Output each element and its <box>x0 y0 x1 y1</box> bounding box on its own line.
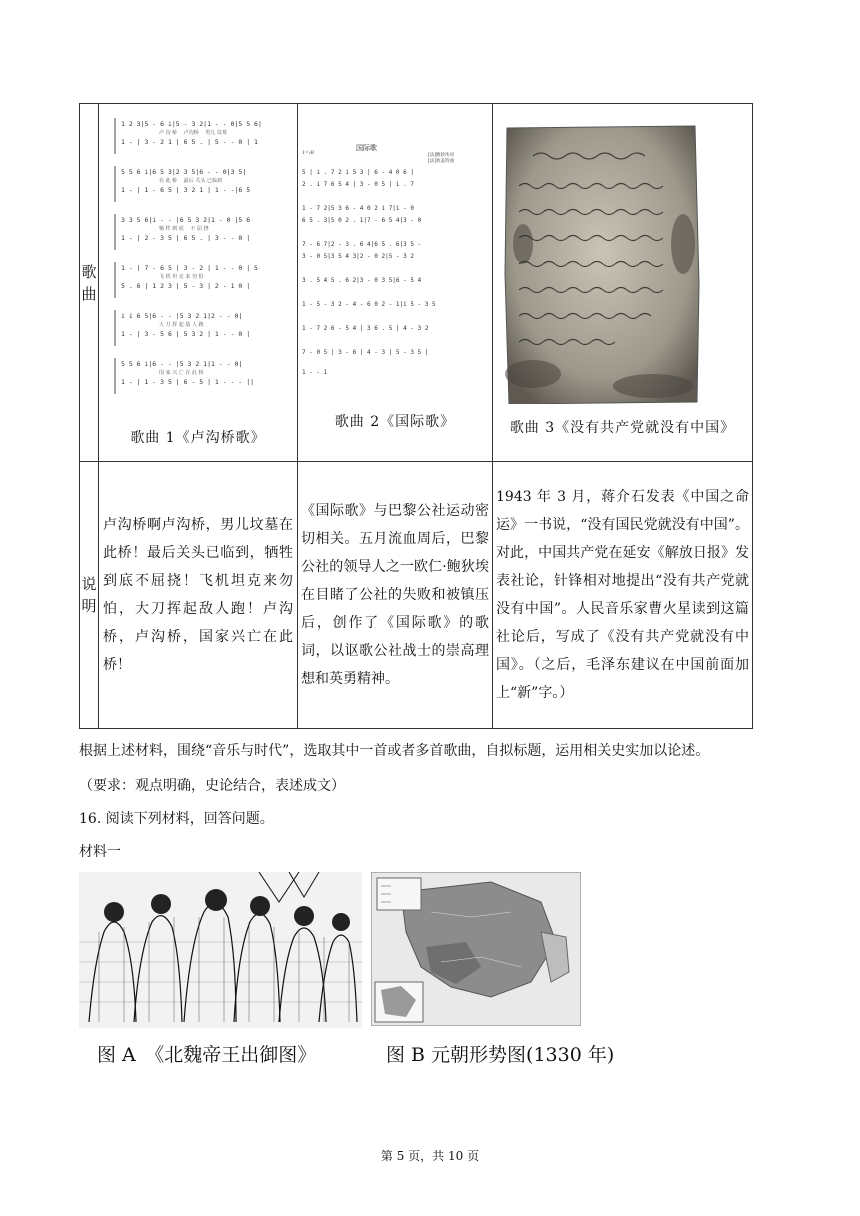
svg-text:3 - 0 5|3 5 4 3|2 - 0 2|5 - 3: 3 - 0 5|3 5 4 3|2 - 0 2|5 - 3 2 <box>302 253 414 260</box>
svg-text:1 - 7 2|5 3 6 - 4 0 2 i 7|i -: 1 - 7 2|5 3 6 - 4 0 2 i 7|i - 0 <box>302 205 414 212</box>
svg-text:大 刀 挥 起 敌 人 跑: 大 刀 挥 起 敌 人 跑 <box>159 322 204 328</box>
figure-b-caption: 图 B 元朝形势图(1330 年) <box>386 1044 615 1066</box>
song2-score-image <box>298 134 492 414</box>
song1-score-cell <box>99 104 298 462</box>
song2-notes-cell <box>298 462 493 729</box>
song1-notes: 卢沟桥啊卢沟桥，男儿坟墓在此桥！最后关头已临到，牺牲到底不屈挠！飞机坦克来勿怕，大刀挥起敌人跑！卢沟桥，卢沟桥，国家兴亡在此桥！ <box>103 517 293 673</box>
song3-notes: 1943 年 3 月，蒋介石发表《中国之命运》一书说，“没有国民党就没有中国”。对此，中国共产党在延安《解放日报》发表社论，针锋相对地提出“没有共产党就没有中国”。人民音乐家曹火星读到这篇社论后，写成了《没有共产党就没有中国》。（之后，毛泽东建议在中国前面加上“新”字。） <box>496 489 749 701</box>
svg-text:1 2 3|5 - 6 i|5 - 3 2|1 - - 0|: 1 2 3|5 - 6 i|5 - 3 2|1 - - 0|5 5 6| <box>121 120 262 128</box>
svg-text:卢 沟 桥 卢沟桥 男儿 坟墓: 卢 沟 桥 卢沟桥 男儿 坟墓 <box>159 130 227 136</box>
svg-text:1 - | 3 - 2 1 | 6 5 . | 5 - -: 1 - | 3 - 2 1 | 6 5 . | 5 - - 0 | 1 <box>121 138 258 146</box>
svg-text:3 . 5 4 5 . 6 2|3 - 0 3 5|6 -: 3 . 5 4 5 . 6 2|3 - 0 3 5|6 - 5 4 <box>302 277 422 284</box>
song1-score-image <box>109 110 307 430</box>
song2-caption: 歌曲 2《国际歌》 <box>334 414 456 430</box>
question15-requirement: （要求：观点明确，史论结合，表述成文） <box>79 778 345 794</box>
row-label-songs: 歌曲 <box>80 104 99 462</box>
svg-text:[法]鲍狄埃词: [法]鲍狄埃词 <box>428 153 455 158</box>
svg-text:3 3 5 6|i - - |6 5 3 2|1 - 0 |: 3 3 5 6|i - - |6 5 3 2|1 - 0 |5 6 <box>121 216 251 224</box>
song2-notes: 《国际歌》与巴黎公社运动密切相关。五月流血周后，巴黎公社的领导人之一欧仁·鲍狄埃在目睹了公社的失败和被镇压后，创作了《国际歌》的歌词，以讴歌公社战士的崇高理想和英勇精神。 <box>301 503 489 687</box>
song1-caption: 歌曲 1《卢沟桥歌》 <box>130 430 266 446</box>
svg-text:5 5 6 i|6 5 3|2 3 5|6 - - 0|3: 5 5 6 i|6 5 3|2 3 5|6 - - 0|3 5| <box>121 168 247 176</box>
song3-caption: 歌曲 3《没有共产党就没有中国》 <box>509 420 736 436</box>
song3-notes-cell <box>493 462 753 729</box>
svg-text:2 . i 7 6 5 4 | 3 - 0 5 | i .: 2 . i 7 6 5 4 | 3 - 0 5 | i . 7 <box>302 181 414 188</box>
svg-text:1 - 5 - 3 2 - 4 - 6 0 2 - 1|i: 1 - 5 - 3 2 - 4 - 6 0 2 - 1|i 5 - 3 5 <box>302 301 436 308</box>
figure-b-map <box>371 872 581 1026</box>
material1-label: 材料一 <box>79 844 121 860</box>
question16-title: 16. 阅读下列材料，回答问题。 <box>79 811 274 827</box>
svg-text:i i 6 5|6 - - |5 3 2 1|2 - - 0: i i 6 5|6 - - |5 3 2 1|2 - - 0| <box>121 312 243 320</box>
svg-text:1 - 7 2 6 - 5 4 | 3 6 . 5 | 4: 1 - 7 2 6 - 5 4 | 3 6 . 5 | 4 - 3 2 <box>302 325 429 332</box>
svg-text:1 - - 1: 1 - - 1 <box>302 369 328 376</box>
svg-text:5 . 6 | 1 2 3 | 5 - 3 | 2 - 1: 5 . 6 | 1 2 3 | 5 - 3 | 2 - 1 0 | <box>121 282 251 290</box>
svg-text:5 | i . 7 2 i 5 3 | 6 - 4 0 6: 5 | i . 7 2 i 5 3 | 6 - 4 0 6 | <box>302 169 414 176</box>
song2-title: 国际歌 <box>356 144 377 152</box>
svg-text:1 - | 7 - 6 5 | 3 - 2 | 1 - -: 1 - | 7 - 6 5 | 3 - 2 | 1 - - 0 | 5 <box>121 264 258 272</box>
svg-text:1 - | 3 - 5 6 | 5 3 2 | 1 - -: 1 - | 3 - 5 6 | 5 3 2 | 1 - - 0 | <box>121 330 251 338</box>
svg-text:飞 机 坦 克 来 勿 怕: 飞 机 坦 克 来 勿 怕 <box>159 274 204 280</box>
figure-a-image <box>79 872 362 1028</box>
song3-manuscript-image <box>503 124 703 404</box>
svg-text:[法]狄盖特曲: [法]狄盖特曲 <box>428 159 455 164</box>
question15-prompt: 根据上述材料，围绕“音乐与时代”，选取其中一首或者多首歌曲，自拟标题，运用相关史实加以论述。 <box>79 743 710 759</box>
svg-text:1 - | 1 - 3 5 | 6 - 5 | 1 - -: 1 - | 1 - 3 5 | 6 - 5 | 1 - - - || <box>121 378 255 386</box>
svg-text:牺 牲 到 底 不 屈 挠: 牺 牲 到 底 不 屈 挠 <box>159 226 209 232</box>
svg-text:1=♭B: 1=♭B <box>302 151 315 156</box>
row-label-notes: 说明 <box>80 462 99 729</box>
figure-a-caption: 图 A 《北魏帝王出御图》 <box>97 1044 317 1066</box>
svg-text:国 家 兴 亡 在 此 桥: 国 家 兴 亡 在 此 桥 <box>159 370 204 376</box>
svg-text:7 - 6 7|2 - 3 . 6 4|6 5 . 6|3: 7 - 6 7|2 - 3 . 6 4|6 5 . 6|3 5 - <box>302 241 422 248</box>
svg-text:1 - | 1 - 6 5 | 3 2 1 | 1 - -|: 1 - | 1 - 6 5 | 3 2 1 | 1 - -|6 5 <box>121 186 251 194</box>
song2-score-cell <box>298 104 493 462</box>
svg-text:在 此 桥 最后 关头 已临到: 在 此 桥 最后 关头 已临到 <box>159 178 222 184</box>
songs-table <box>79 103 753 729</box>
page-footer: 第 5 页，共 10 页 <box>380 1149 480 1163</box>
svg-text:6 5 . 3|5 0 2 . 1|7 - 6 5 4|3: 6 5 . 3|5 0 2 . 1|7 - 6 5 4|3 - 0 <box>302 217 422 224</box>
song1-notes-cell <box>99 462 298 729</box>
song3-manuscript-cell <box>493 104 753 462</box>
svg-text:1 - | 2 - 3 5 | 6 5 . | 3 - -: 1 - | 2 - 3 5 | 6 5 . | 3 - - 0 | <box>121 234 251 242</box>
svg-text:7 - 0 5 | 3 - 6 | 4 - 3 | 5 -: 7 - 0 5 | 3 - 6 | 4 - 3 | 5 - 3 5 | <box>302 349 429 356</box>
svg-text:5 5 6 i|6 - - |5 3 2 1|1 - - 0: 5 5 6 i|6 - - |5 3 2 1|1 - - 0| <box>121 360 243 368</box>
